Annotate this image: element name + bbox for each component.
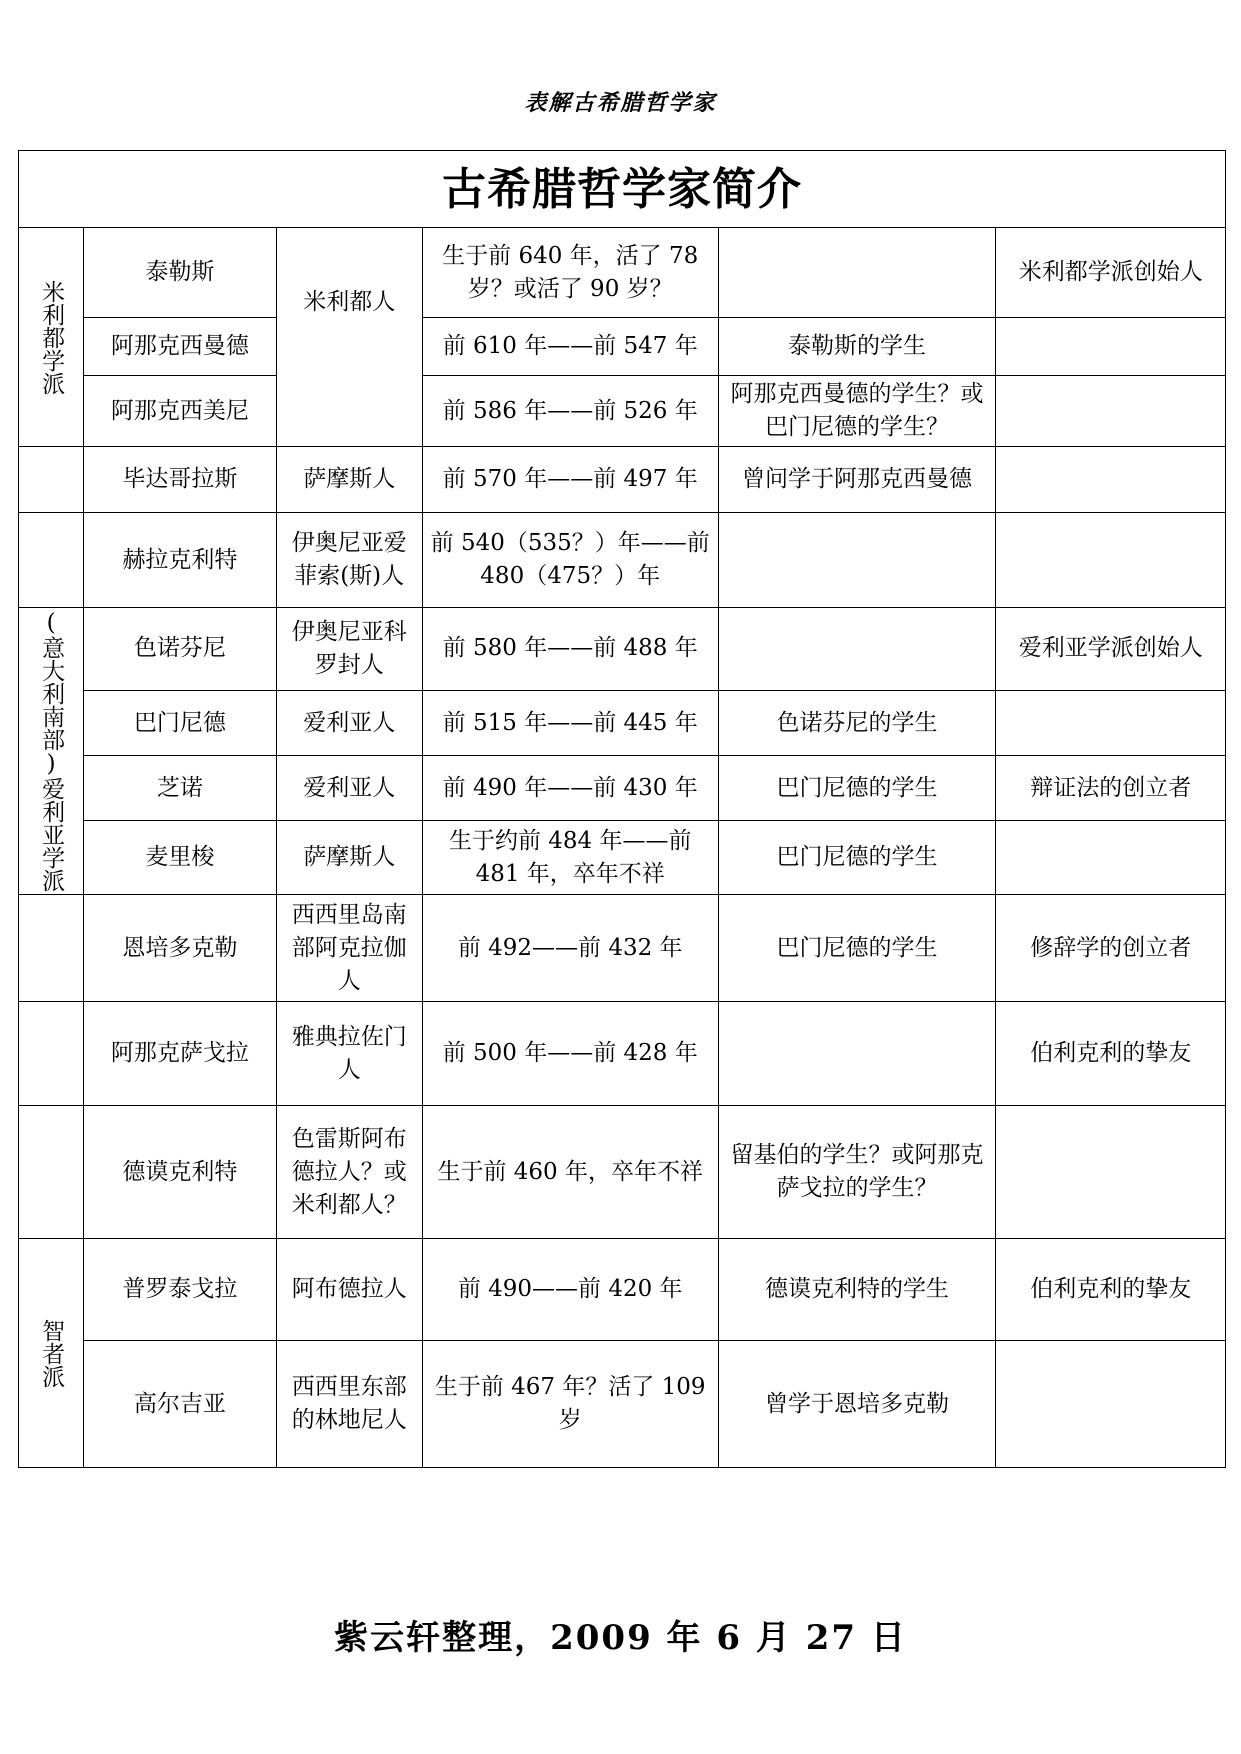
relation-cell — [718, 513, 996, 608]
note-cell: 米利都学派创始人 — [996, 228, 1226, 318]
table-row — [19, 1341, 1226, 1468]
dates-cell: 生于约前 484 年——前 481 年，卒年不祥 — [422, 821, 718, 895]
table-row — [19, 690, 1226, 755]
origin-cell: 雅典拉佐门人 — [276, 1002, 422, 1106]
name-cell: 阿那克萨戈拉 — [84, 1002, 276, 1106]
relation-cell: 色诺芬尼的学生 — [718, 690, 996, 755]
title-row — [19, 151, 1226, 228]
relation-cell: 泰勒斯的学生 — [718, 318, 996, 376]
origin-cell: 米利都人 — [276, 228, 422, 447]
table-row — [19, 756, 1226, 821]
dates-cell: 前 515 年——前 445 年 — [422, 690, 718, 755]
note-cell — [996, 318, 1226, 376]
name-cell: 麦里梭 — [84, 821, 276, 895]
name-cell: 德谟克利特 — [84, 1106, 276, 1239]
note-cell — [996, 447, 1226, 513]
table-title: 古希腊哲学家简介 — [19, 151, 1226, 228]
name-cell: 泰勒斯 — [84, 228, 276, 318]
name-cell: 赫拉克利特 — [84, 513, 276, 608]
dates-cell: 生于前 460 年，卒年不祥 — [422, 1106, 718, 1239]
table-row — [19, 228, 1226, 318]
note-cell — [996, 1106, 1226, 1239]
school-label: 智者派 — [38, 1318, 65, 1388]
table-row — [19, 1106, 1226, 1239]
origin-cell: 伊奥尼亚爱菲索(斯)人 — [276, 513, 422, 608]
note-cell: 伯利克利的挚友 — [996, 1002, 1226, 1106]
relation-cell: 巴门尼德的学生 — [718, 756, 996, 821]
relation-cell: 德谟克利特的学生 — [718, 1239, 996, 1341]
name-cell: 芝诺 — [84, 756, 276, 821]
dates-cell: 前 490——前 420 年 — [422, 1239, 718, 1341]
table-row — [19, 447, 1226, 513]
table-row — [19, 1239, 1226, 1341]
dates-cell: 前 580 年——前 488 年 — [422, 608, 718, 691]
school-cell — [19, 1002, 84, 1106]
name-cell: 高尔吉亚 — [84, 1341, 276, 1468]
school-cell-elea — [19, 608, 84, 895]
relation-cell: 巴门尼德的学生 — [718, 895, 996, 1002]
note-cell — [996, 821, 1226, 895]
dates-cell: 生于前 640 年，活了 78 岁？或活了 90 岁？ — [422, 228, 718, 318]
dates-cell: 前 610 年——前 547 年 — [422, 318, 718, 376]
table-row — [19, 821, 1226, 895]
note-cell: 辩证法的创立者 — [996, 756, 1226, 821]
name-cell: 恩培多克勒 — [84, 895, 276, 1002]
table-row — [19, 1002, 1226, 1106]
dates-cell: 前 492——前 432 年 — [422, 895, 718, 1002]
school-cell — [19, 447, 84, 513]
dates-cell: 前 570 年——前 497 年 — [422, 447, 718, 513]
table-row — [19, 318, 1226, 376]
note-cell — [996, 513, 1226, 608]
dates-cell: 前 490 年——前 430 年 — [422, 756, 718, 821]
relation-cell: 曾学于恩培多克勒 — [718, 1341, 996, 1468]
dates-cell: 生于前 467 年？活了 109 岁 — [422, 1341, 718, 1468]
note-cell: 伯利克利的挚友 — [996, 1239, 1226, 1341]
origin-cell: 萨摩斯人 — [276, 821, 422, 895]
philosophers-table — [18, 150, 1226, 1468]
relation-cell — [718, 608, 996, 691]
origin-cell: 西西里岛南部阿克拉伽人 — [276, 895, 422, 1002]
table-row — [19, 608, 1226, 691]
note-cell — [996, 1341, 1226, 1468]
origin-cell: 爱利亚人 — [276, 690, 422, 755]
origin-cell: 西西里东部的林地尼人 — [276, 1341, 422, 1468]
name-cell: 巴门尼德 — [84, 690, 276, 755]
school-label: (意大利南部)爱利亚学派 — [38, 610, 65, 892]
origin-cell: 伊奥尼亚科罗封人 — [276, 608, 422, 691]
note-cell: 爱利亚学派创始人 — [996, 608, 1226, 691]
relation-cell: 曾问学于阿那克西曼德 — [718, 447, 996, 513]
origin-cell: 色雷斯阿布德拉人？或米利都人？ — [276, 1106, 422, 1239]
table-row — [19, 895, 1226, 1002]
school-cell-sophist — [19, 1239, 84, 1468]
page-footer: 紫云轩整理，2009 年 6 月 27 日 — [334, 1618, 907, 1658]
note-cell: 修辞学的创立者 — [996, 895, 1226, 1002]
school-cell — [19, 1106, 84, 1239]
dates-cell: 前 500 年——前 428 年 — [422, 1002, 718, 1106]
relation-cell — [718, 228, 996, 318]
name-cell: 阿那克西美尼 — [84, 376, 276, 447]
relation-cell: 巴门尼德的学生 — [718, 821, 996, 895]
dates-cell: 前 586 年——前 526 年 — [422, 376, 718, 447]
school-cell-miletus — [19, 228, 84, 447]
dates-cell: 前 540（535？）年——前 480（475？）年 — [422, 513, 718, 608]
origin-cell: 爱利亚人 — [276, 756, 422, 821]
origin-cell: 阿布德拉人 — [276, 1239, 422, 1341]
name-cell: 毕达哥拉斯 — [84, 447, 276, 513]
relation-cell — [718, 1002, 996, 1106]
table-row — [19, 513, 1226, 608]
table-row — [19, 376, 1226, 447]
relation-cell: 阿那克西曼德的学生？或巴门尼德的学生？ — [718, 376, 996, 447]
name-cell: 普罗泰戈拉 — [84, 1239, 276, 1341]
school-cell — [19, 513, 84, 608]
school-label: 米利都学派 — [38, 279, 65, 395]
school-cell — [19, 895, 84, 1002]
note-cell — [996, 376, 1226, 447]
page-header: 表解古希腊哲学家 — [524, 90, 717, 116]
relation-cell: 留基伯的学生？或阿那克萨戈拉的学生？ — [718, 1106, 996, 1239]
origin-cell: 萨摩斯人 — [276, 447, 422, 513]
name-cell: 阿那克西曼德 — [84, 318, 276, 376]
note-cell — [996, 690, 1226, 755]
name-cell: 色诺芬尼 — [84, 608, 276, 691]
